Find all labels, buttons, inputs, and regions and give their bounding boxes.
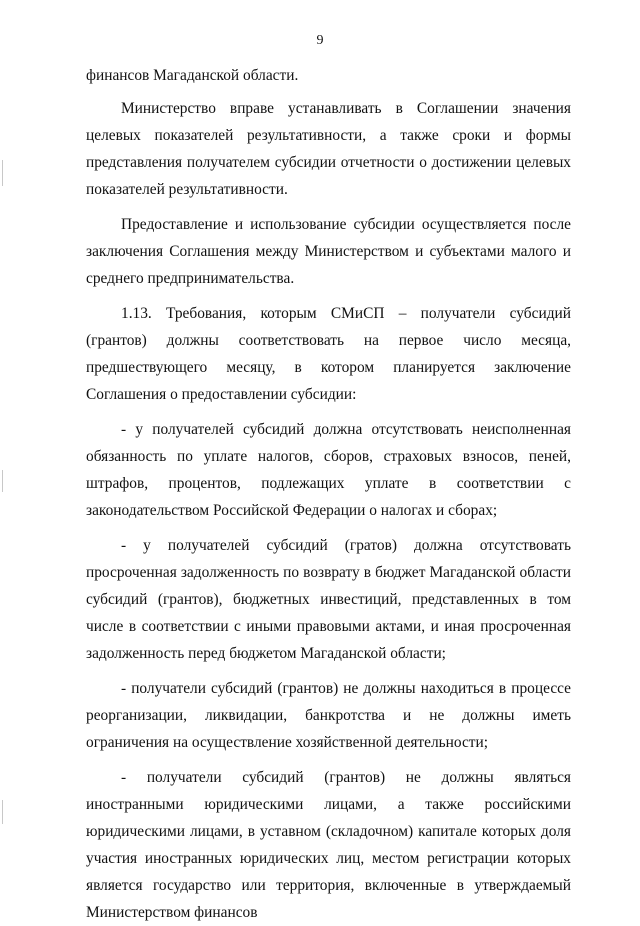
paragraph-subsidy-provision: Предоставление и использование субсидии осуществляется после заключения Соглашения между Министерством и субъектами малого и среднего предпринимательства.	[86, 216, 571, 287]
left-margin-mark	[2, 160, 3, 186]
paragraph-reorganization: - получатели субсидий (грантов) не должны находиться в процессе реорганизации, ликвидации, банкротства и не должны иметь ограничения на осуществление хозяйственной деятельности;	[86, 680, 571, 751]
paragraph-tax-obligations: - у получателей субсидий должна отсутствовать неисполненная обязанность по уплате налогов, сборов, страховых взносов, пеней, штрафов, процентов, подлежащих уплате в соответствии с законодательством Российской Федерации о налогах и сборах;	[86, 421, 571, 519]
paragraph-ministry-rights: Министерство вправе устанавливать в Соглашении значения целевых показателей результативности, а также сроки и формы представления получателем субсидии отчетности о достижении целевых показателей результативности.	[86, 100, 571, 198]
page-number: 9	[316, 33, 324, 48]
left-margin-mark	[2, 470, 3, 492]
paragraph-foreign-entities: - получатели субсидий (грантов) не должны являться иностранными юридическими лицами, а также российскими юридическими лицами, в уставном (складочном) капитале которых доля участия иностранных юридических лиц, местом регистрации которых является государство или территория, включенные в утверждаемый Министерством финансов	[86, 769, 571, 921]
body-text	[86, 62, 571, 926]
paragraph-requirements-1-13: 1.13. Требования, которым СМиСП – получатели субсидий (грантов) должны соответствовать на первое число месяца, предшествующего месяцу, в котором планируется заключение Соглашения о предоставлении субсидии:	[86, 305, 571, 403]
paragraph-continuation: финансов Магаданской области.	[86, 67, 299, 84]
left-margin-mark	[2, 800, 3, 824]
paragraph-overdue-debt: - у получателей субсидий (гратов) должна отсутствовать просроченная задолженность по возврату в бюджет Магаданской области субсидий (грантов), бюджетных инвестиций, представленных в том числе в соответствии с иными правовыми актами, и иная просроченная задолженность перед бюджетом Магаданской области;	[86, 537, 571, 662]
